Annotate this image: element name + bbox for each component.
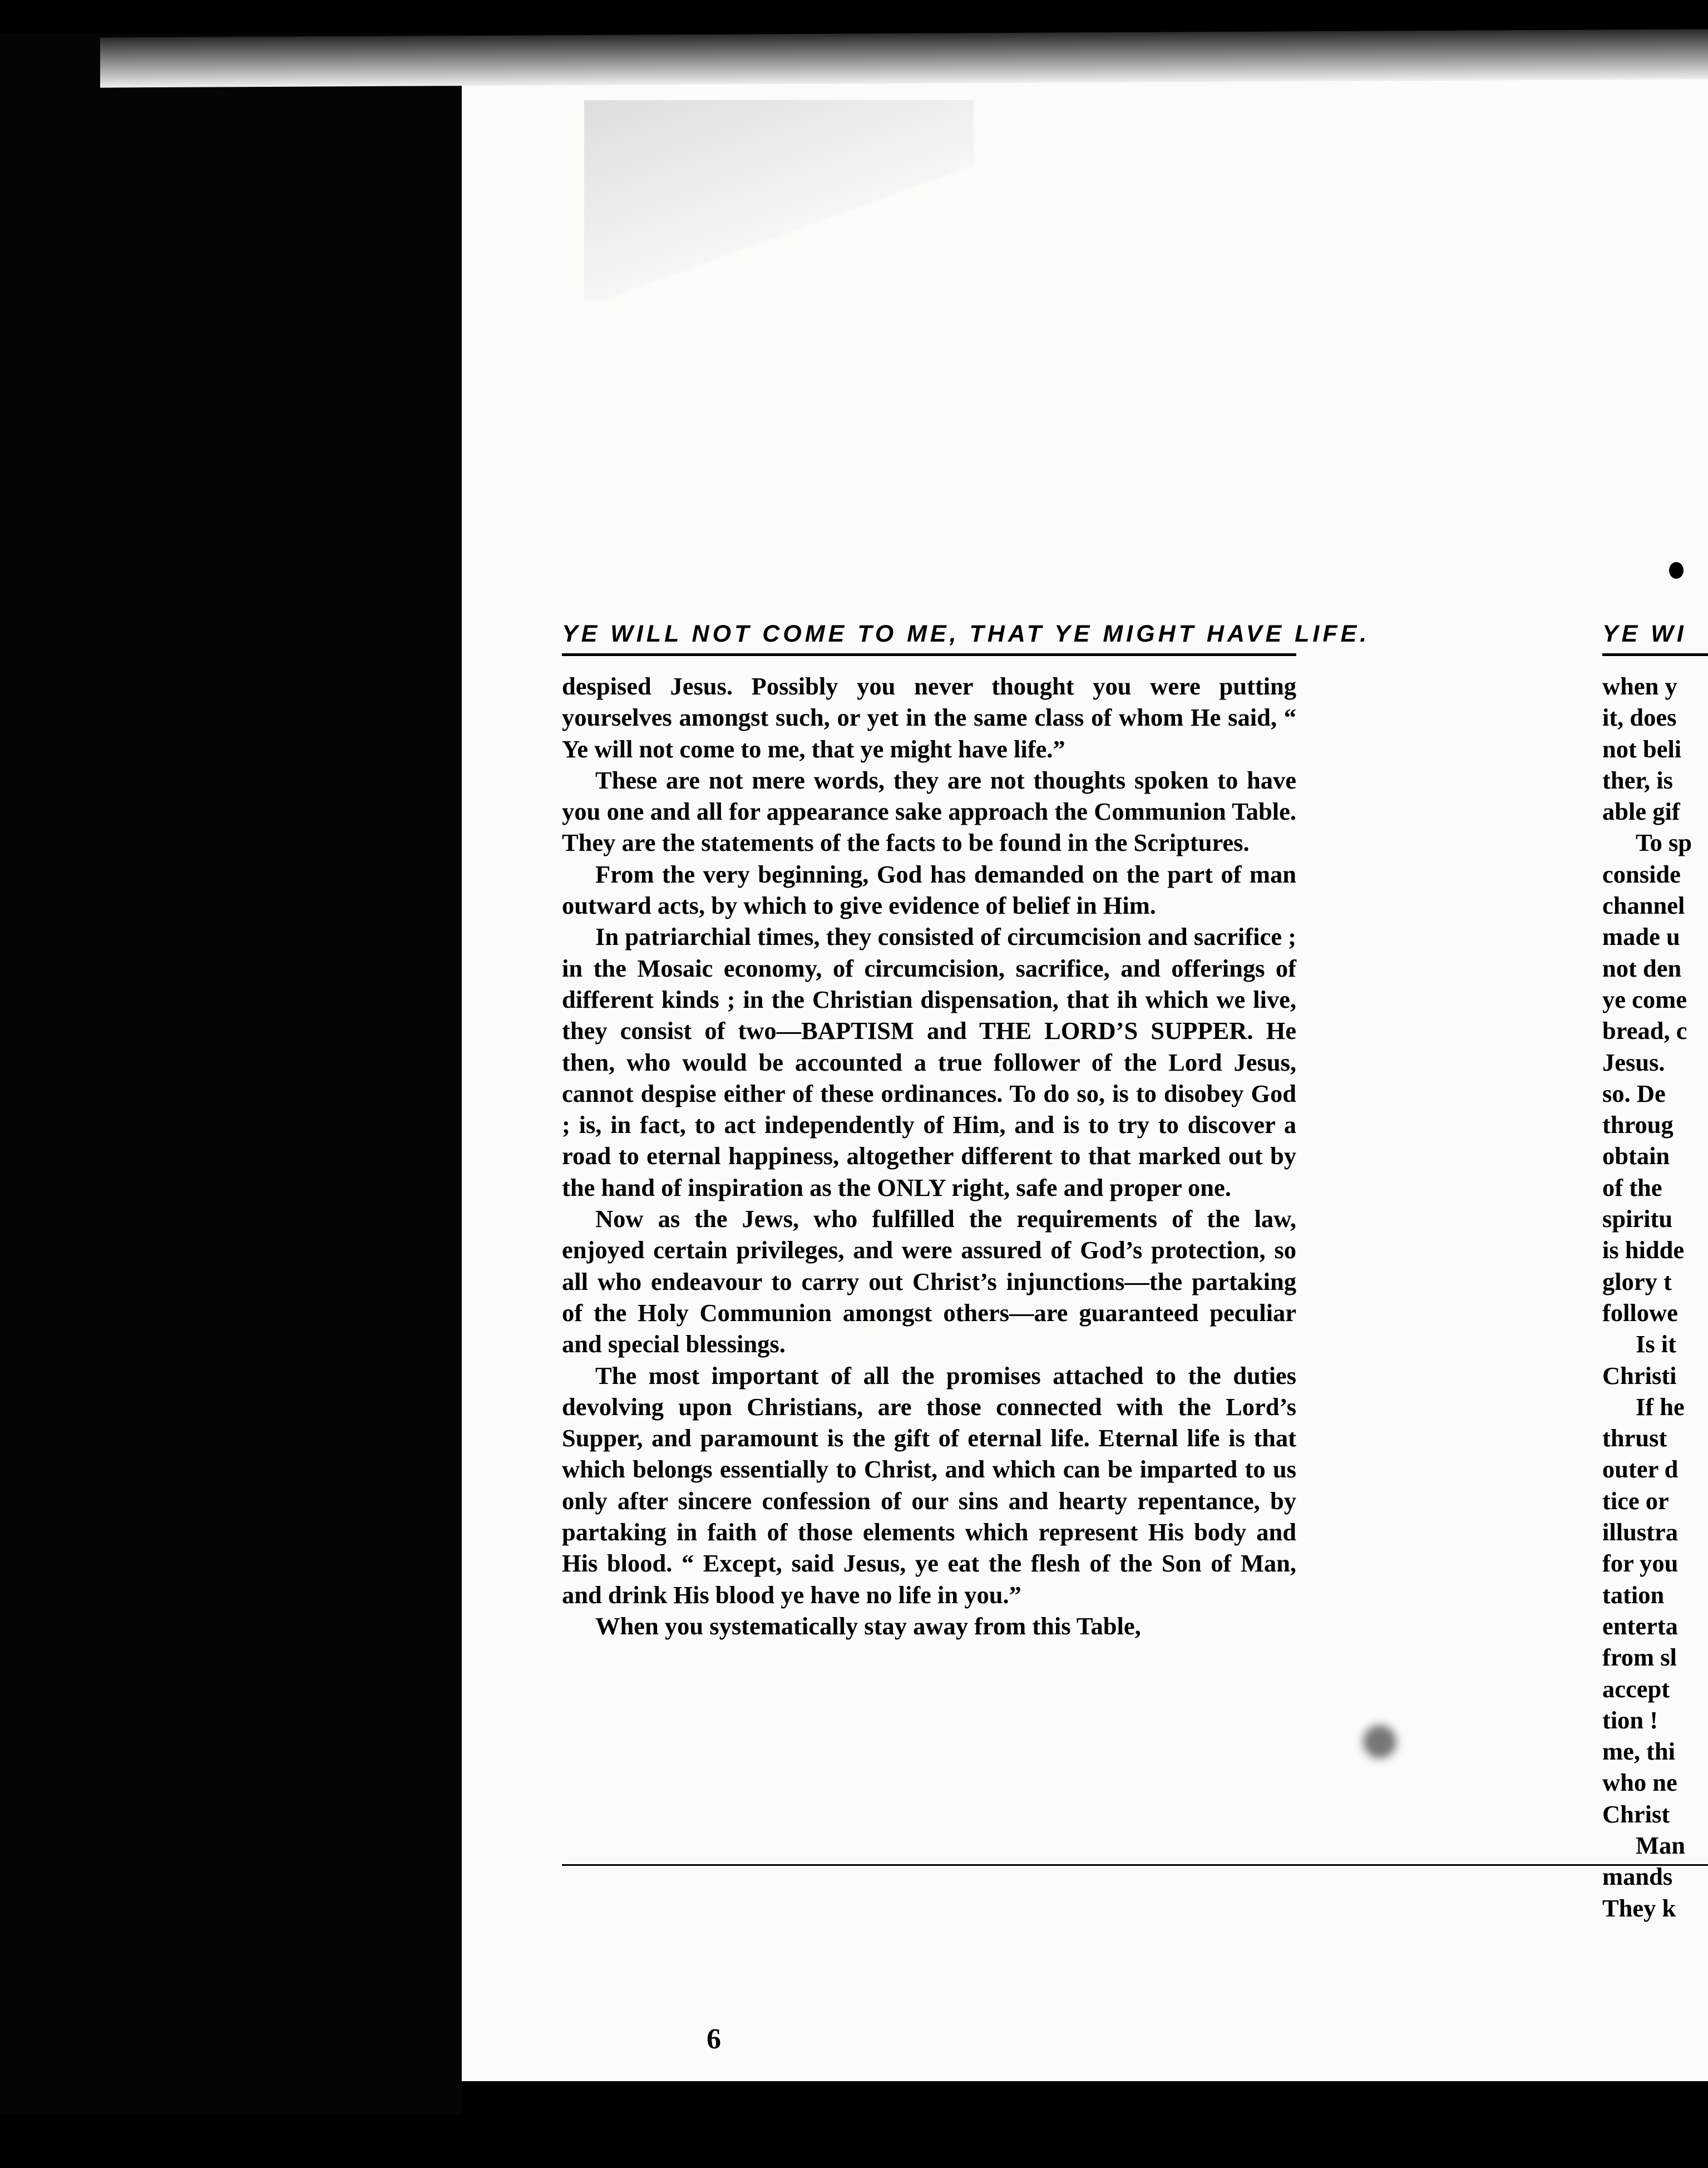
facing-line: followe [1602, 1298, 1678, 1327]
page-fold [584, 100, 974, 300]
scan-shadow-left [0, 33, 467, 2115]
facing-line: tation [1602, 1580, 1665, 1609]
facing-line: thrust [1602, 1424, 1667, 1452]
facing-line: enterta [1602, 1612, 1678, 1640]
facing-line: me, thi [1602, 1737, 1676, 1766]
facing-line: when y [1602, 672, 1677, 700]
facing-line: able gif [1602, 797, 1680, 826]
facing-line: is hidde [1602, 1236, 1685, 1264]
facing-head-rule [1602, 653, 1708, 656]
facing-line: If he [1636, 1392, 1685, 1421]
facing-line: glory t [1602, 1267, 1672, 1295]
facing-line: not den [1602, 954, 1682, 982]
facing-line: channel [1602, 891, 1685, 920]
facing-line: Christi [1602, 1361, 1677, 1390]
facing-line: illustra [1602, 1518, 1678, 1546]
facing-line: tion ! [1602, 1706, 1658, 1734]
facing-line: spiritu [1602, 1205, 1673, 1233]
paragraph-5: Now as the Jews, who fulfilled the requirements of the law, enjoyed certain privileges, and were assured of God’s protection, so all who endeavour to carry out Christ’s injunctions—the partaking of the Holy Communion amongst others—are guaranteed peculiar and special blessings. [562, 1205, 1296, 1358]
facing-line: from sl [1602, 1643, 1677, 1672]
facing-line: tice or [1602, 1486, 1669, 1515]
text-column [562, 620, 1370, 2067]
facing-line: for you [1602, 1549, 1679, 1578]
facing-line: ye come [1602, 985, 1687, 1013]
facing-line: accept [1602, 1674, 1670, 1703]
page-number: 6 [707, 2023, 721, 2055]
facing-line: Man [1636, 1831, 1685, 1859]
facing-line: so. De [1602, 1079, 1666, 1107]
facing-line: bread, c [1602, 1017, 1687, 1045]
ink-dot [1669, 562, 1684, 579]
facing-line: it, does [1602, 703, 1677, 732]
facing-line: obtain [1602, 1142, 1670, 1170]
paragraph-2: These are not mere words, they are not thoughts spoken to have you one and all for appearance sake approach the Communion Table. They are the statements of the facts to be found in the Scriptures. [562, 766, 1296, 857]
facing-line: not beli [1602, 735, 1682, 763]
paragraph-6: The most important of all the promises attached to the duties devolving upon Christians, are those connected with the Lord’s Supper, and paramount is the gift of eternal life. Eternal life is that which belongs essentially to Christ, and which can be imparted to us only after sincere confession of our sins and hearty repentance, by partaking in faith of those elements which represent His body and His blood. “ Except, said Jesus, ye eat the flesh of the Son of Man, and drink His blood ye have no life in you.” [562, 1361, 1296, 1609]
paragraph-4: In patriarchial times, they consisted of circumcision and sacrifice ; in the Mosaic economy, of circumcision, sacrifice, and offerings of different kinds ; in the Christian dispensation, that ih which we live, they consist of two—BAPTISM and THE LORD’S SUPPER. He then, who would be accounted a true follower of the Lord Jesus, cannot despise either of these ordinances. To do so, is to disobey God ; is, in fact, to act independently of Him, and is to try to discover a road to eternal happiness, altogether different to that marked out by the hand of inspiration as the ONLY right, safe and proper one. [562, 923, 1296, 1201]
facing-line: throug [1602, 1111, 1674, 1139]
facing-line: They k [1602, 1894, 1676, 1922]
facing-line: Is it [1636, 1330, 1676, 1358]
facing-line: made u [1602, 923, 1680, 951]
facing-lines [1602, 671, 1708, 1924]
facing-line: conside [1602, 860, 1681, 888]
facing-page-fragment [1602, 620, 1708, 2012]
facing-line: who ne [1602, 1768, 1677, 1797]
facing-line: Jesus. [1602, 1048, 1665, 1076]
paragraph-3: From the very beginning, God has demanded on the part of man outward acts, by which to give evidence of belief in Him. [562, 860, 1296, 920]
facing-line: mands [1602, 1862, 1673, 1891]
head-rule [562, 653, 1296, 656]
facing-line: To sp [1636, 829, 1692, 857]
paragraph-1: despised Jesus. Possibly you never thought you were putting yourselves amongst such, or yet in the same class of whom He said, “ Ye will not come to me, that ye might have life.” [562, 672, 1296, 763]
scan-edge-bottom [462, 2081, 1708, 2168]
ink-smudge [1363, 1725, 1396, 1758]
facing-line: ther, is [1602, 766, 1673, 794]
running-head: YE WILL NOT COME TO ME, THAT YE MIGHT HAVE LIFE. [562, 620, 1370, 647]
facing-running-head: YE WI [1602, 620, 1687, 647]
facing-line: of the [1602, 1173, 1662, 1201]
scan-edge-top [100, 29, 1708, 87]
facing-line: outer d [1602, 1455, 1679, 1484]
paragraph-7: When you systematically stay away from this Table, [595, 1612, 1141, 1640]
facing-line: Christ [1602, 1800, 1670, 1828]
